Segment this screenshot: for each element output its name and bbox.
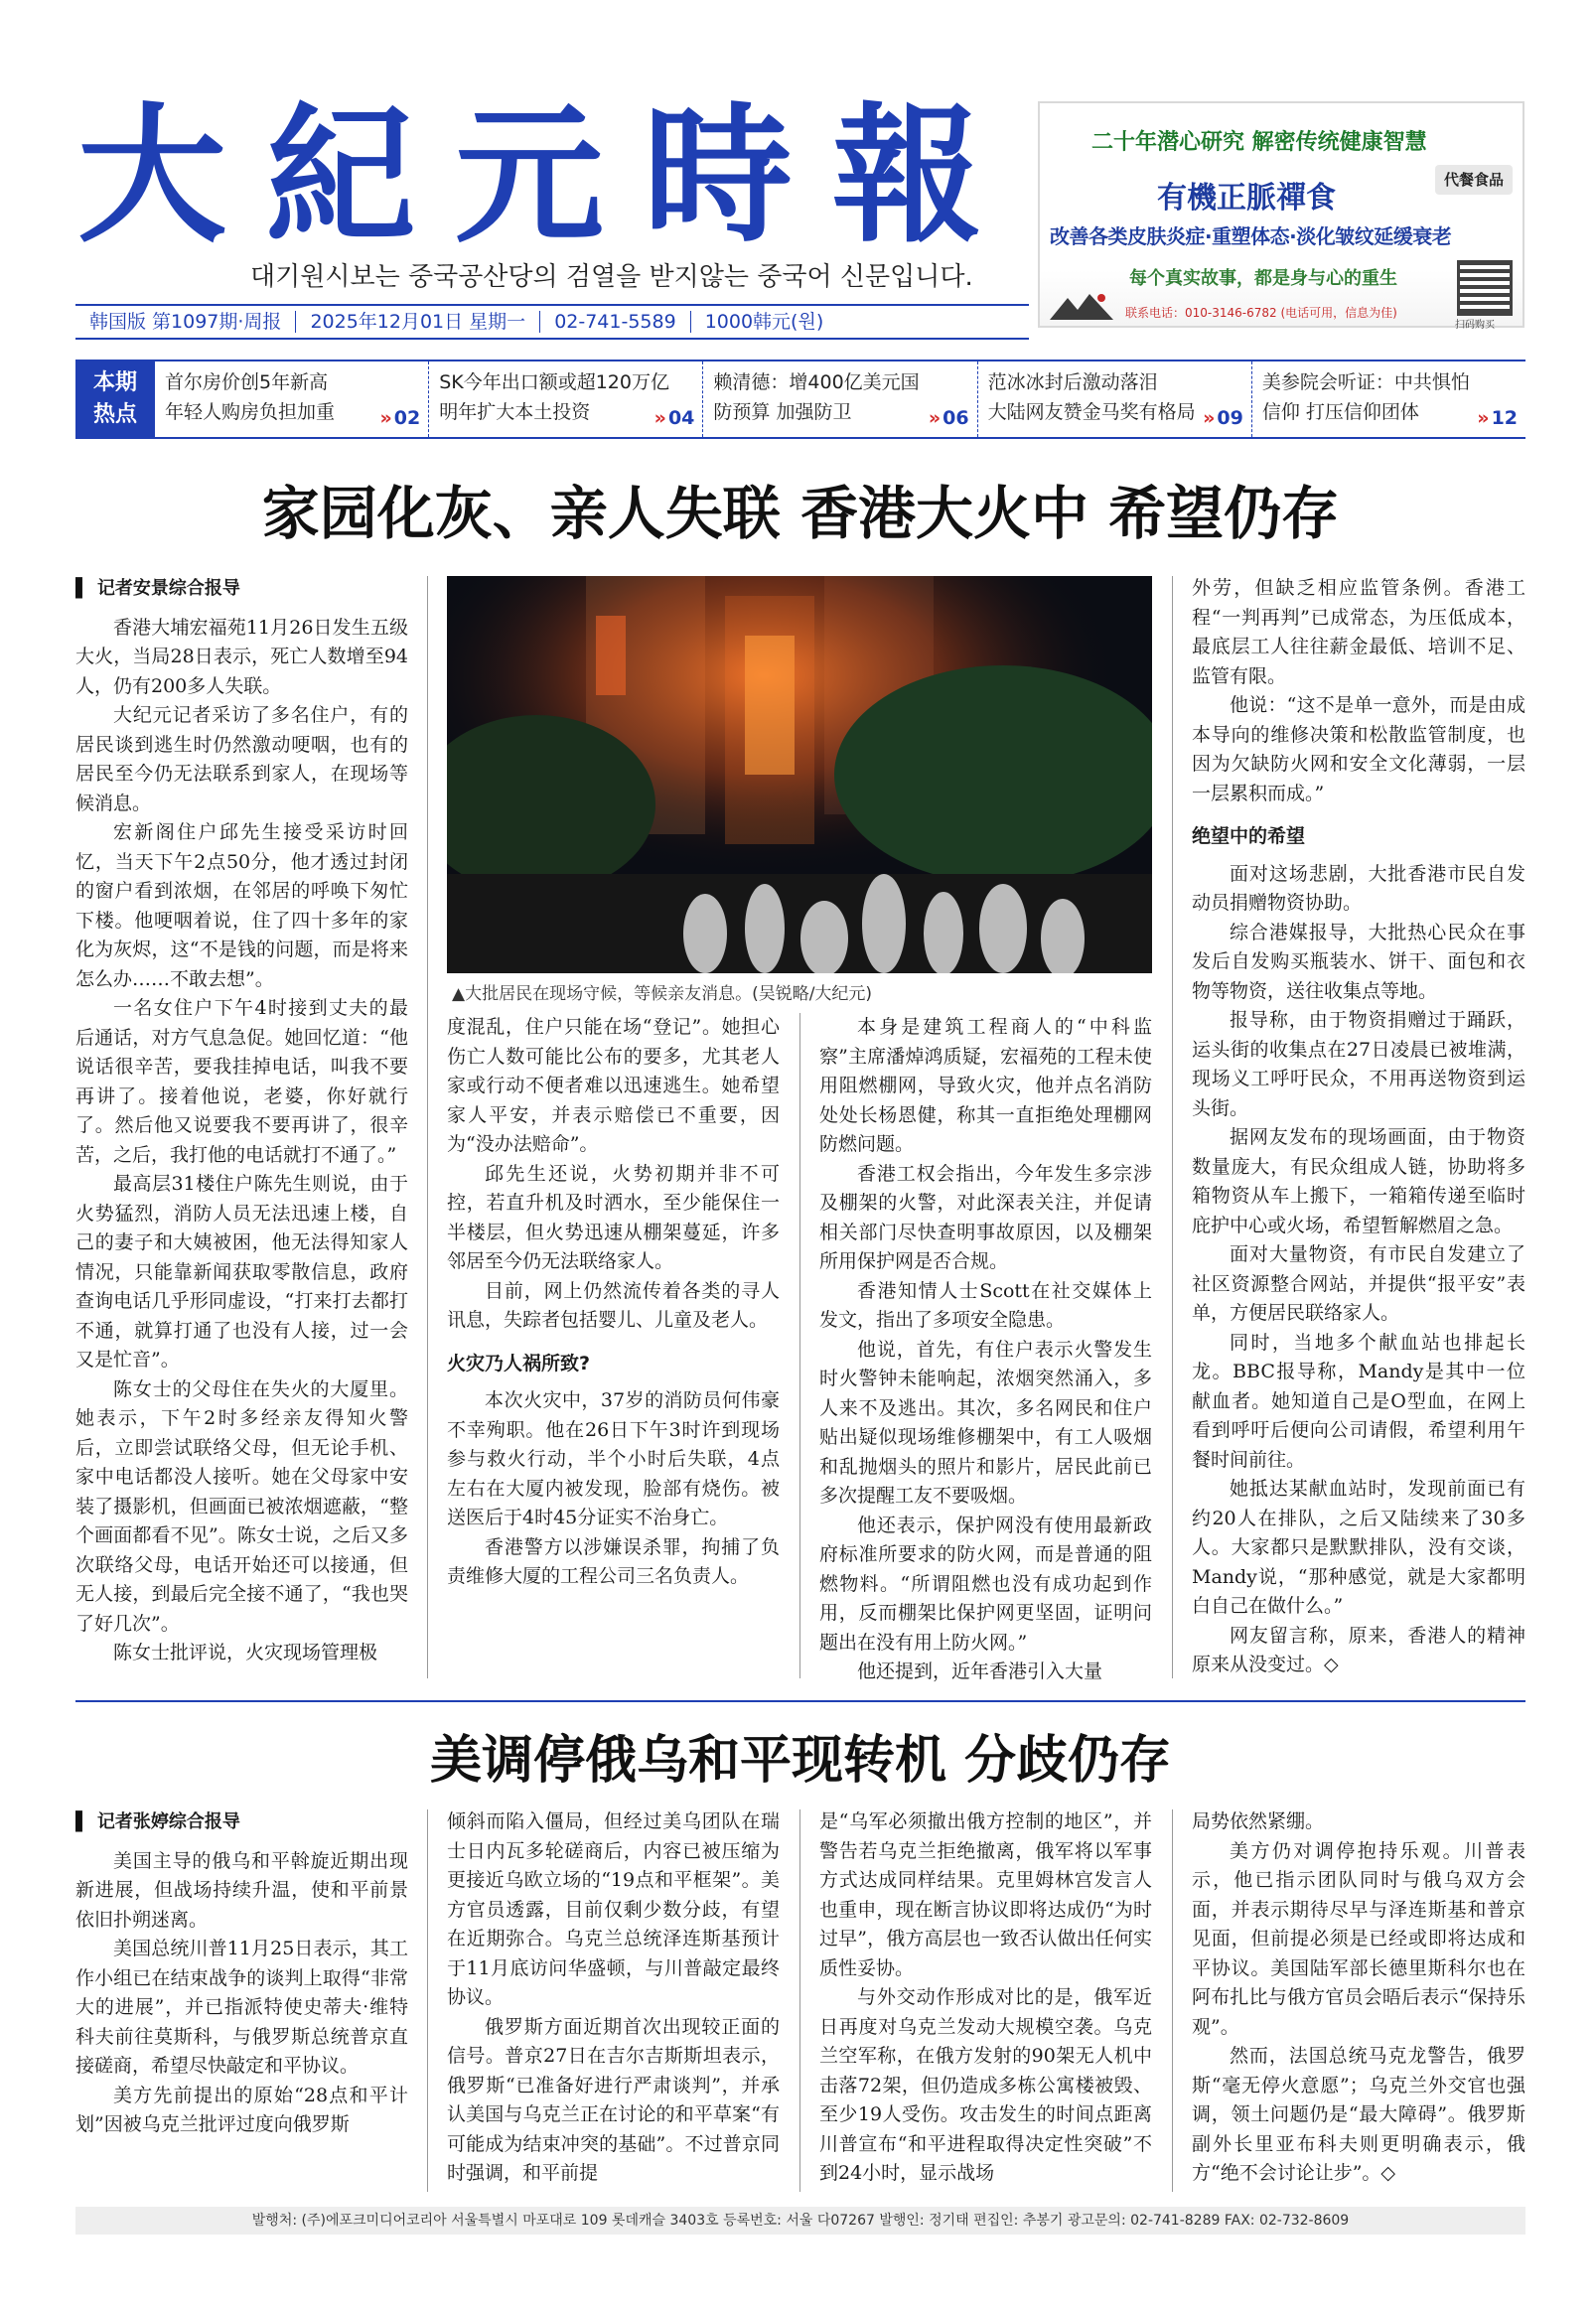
article1-col4	[1192, 574, 1525, 1686]
paragraph: 美国主导的俄乌和平斡旋近期出现新进展，但战场持续升温，使和平前景依旧扑朔迷离。	[75, 1849, 408, 1931]
highlight-line: 防预算 加强防卫	[713, 401, 852, 423]
ad-category-stamp: 代餐食品	[1435, 165, 1513, 195]
paragraph: 目前，网上仍然流传着各类的寻人讯息，失踪者包括婴儿、儿童及老人。	[447, 1279, 780, 1331]
paragraph: 本次火灾中，37岁的消防员何伟豪不幸殉职。他在26日下午3时许到现场参与救火行动，半个小时后失联，4点左右在大厦内被发现，脸部有烧伤。被送医后于4时45分证实不治身亡。	[447, 1389, 780, 1528]
paragraph: 网友留言称，原来，香港人的精神原来从没变过。◇	[1192, 1624, 1525, 1675]
paragraph: 大纪元记者采访了多名住户，有的居民谈到逃生时仍然激动哽咽，也有的居民至今仍无法联系到家人，在现场等候消息。	[75, 704, 408, 814]
issue-info-bar	[75, 304, 1029, 340]
column-divider	[1172, 1809, 1173, 2192]
qr-code-icon[interactable]	[1457, 260, 1513, 316]
highlight-line: 大陆网友赞金马奖有格局	[987, 401, 1196, 423]
article1-subhead: 绝望中的希望	[1192, 825, 1306, 847]
paragraph: 香港大埔宏福苑11月26日发生五级大火，当局28日表示，死亡人数增至94人，仍有200多人失联。	[75, 616, 408, 697]
mountain-icon	[1050, 290, 1113, 320]
highlight-item[interactable]	[429, 361, 703, 437]
paragraph: 最高层31楼住户陈先生则说，由于火势猛烈，消防人员无法迅速上楼，自己的妻子和大姨被困，他无法得知家人情况，只能靠新闻获取零散信息，政府查询电话几乎形同虚设，“打来打去都打不通，就算打通了也没有人接，过一会又是忙音”。	[75, 1173, 408, 1371]
paragraph: 他说，首先，有住户表示火警发生时火警钟未能响起，浓烟突然涌入，多人来不及逃出。其次，多名网民和住户贴出疑似现场维修棚架中，有工人吸烟和乱抛烟头的照片和影片，居民此前已多次提醒工友不要吸烟。	[819, 1338, 1152, 1507]
issue-phone: 02-741-5589	[540, 311, 691, 333]
paragraph: 香港工权会指出，今年发生多宗涉及棚架的火警，对此深表关注，并促请相关部门尽快查明事故原因，以及棚架所用保护网是否合规。	[819, 1162, 1152, 1272]
column-divider	[799, 1013, 800, 1678]
paragraph: 宏新阁住户邱先生接受采访时回忆，当天下午2点50分，他才透过封闭的窗户看到浓烟，在邻居的呼唤下匆忙下楼。他哽咽着说，住了四十多年的家化为灰烬，这“不是钱的问题，而是将来怎么办……不敢去想”。	[75, 821, 408, 990]
column-divider	[1172, 576, 1173, 1678]
issue-edition: 韩国版 第1097期·周报	[75, 311, 296, 333]
column-divider	[427, 1809, 428, 2192]
paragraph: 香港知情人士Scott在社交媒体上发文，指出了多项安全隐患。	[819, 1279, 1152, 1331]
highlight-page: » 09	[1203, 403, 1243, 433]
article2-byline: ▌ 记者张婷综合报导	[75, 1807, 408, 1837]
photo-caption: ▲大批居民在现场守候，等候亲友消息。(吴锐略/大纪元)	[452, 984, 873, 1004]
section-divider	[75, 1700, 1525, 1702]
highlight-item[interactable]	[1252, 361, 1525, 437]
paragraph: 本身是建筑工程商人的“中科监察”主席潘焯鸿质疑，宏福苑的工程未使用阻燃棚网，导致火灾，他并点名消防处处长杨恩健，称其一直拒绝处理棚网防燃问题。	[819, 1016, 1152, 1155]
article1-col3	[819, 1013, 1152, 1688]
highlight-item[interactable]	[703, 361, 977, 437]
paragraph: 陈女士的父母住在失火的大厦里。她表示，下午2时多经亲友得知火警后，立即尝试联络父母，但无论手机、家中电话都没人接听。她在父母家中安装了摄影机，但画面已被浓烟遮蔽，“整个画面都看不见”。陈女士说，之后又多次联络父母，电话开始还可以接通，但无人接，到最后完全接不通了，“我也哭了好几次”。	[75, 1377, 408, 1635]
ad-story-line: 每个真实故事，都是身与心的重生	[1129, 268, 1397, 289]
column-divider	[427, 576, 428, 1678]
issue-price: 1000韩元(원)	[704, 311, 824, 333]
paragraph: 陈女士批评说，火灾现场管理极	[113, 1642, 378, 1663]
paragraph: 美方先前提出的原始“28点和平计划”因被乌克兰批评过度向俄罗斯	[75, 2084, 408, 2135]
highlight-line: 美参院会听证：中共惧怕	[1261, 371, 1470, 393]
highlight-page: » 04	[654, 403, 695, 433]
highlight-page: » 06	[929, 403, 969, 433]
highlight-line: 年轻人购房负担加重	[165, 401, 336, 423]
paragraph: 综合港媒报导，大批热心民众在事发后自发购买瓶装水、饼干、面包和衣物等物资，送往收集点等地。	[1192, 921, 1525, 1002]
issue-date: 2025年12月01日 星期一	[296, 311, 540, 333]
paragraph: 他还表示，保护网没有使用最新政府标准所要求的防火网，而是普通的阻燃物料。“所谓阻燃也没有成功起到作用，反而棚架比保护网更坚固，证明问题出在没有用上防火网。”	[819, 1514, 1152, 1654]
highlights-label-bottom: 热点	[92, 402, 137, 427]
paragraph: 他还提到，近年香港引入大量	[857, 1661, 1103, 1682]
ad-slogan: 二十年潜心研究 解密传统健康智慧	[1091, 130, 1427, 155]
paragraph: 一名女住户下午4时接到丈夫的最后通话，对方气息急促。她回忆道：“他说话很辛苦，要我挂掉电话，叫我不要再讲了。接着他说，老婆，你好就行了。然后他又说要我不要再讲了，很辛苦，之后，我打他的电话就打不通了。”	[75, 997, 408, 1166]
highlight-line: 首尔房价创5年新高	[165, 371, 329, 393]
paragraph: 然而，法国总统马克龙警告，俄罗斯“毫无停火意愿”；乌克兰外交官也强调，领土问题仍是“最大障碍”。俄罗斯副外长里亚布科夫则更明确表示，俄方“绝不会讨论让步”。◇	[1192, 2045, 1525, 2184]
article1-subhead: 火灾乃人祸所致?	[447, 1352, 591, 1374]
paragraph: 香港警方以涉嫌误杀罪，拘捕了负责维修大厦的工程公司三名负责人。	[447, 1535, 780, 1587]
highlight-item[interactable]	[155, 361, 429, 437]
ad-contact: 联系电话：010-3146-6782 (电话可用，信息为佳)	[1125, 306, 1397, 320]
paragraph: 报导称，由于物资捐赠过于踊跃，运头街的收集点在27日凌晨已被堆满，现场义工呼吁民众，不用再送物资到运头街。	[1192, 1009, 1525, 1119]
fire-photo[interactable]	[447, 576, 1152, 973]
highlights-bar	[75, 360, 1525, 439]
article2-col4	[1192, 1807, 1525, 2195]
highlights-label	[75, 361, 155, 437]
article2-col2	[447, 1807, 780, 2195]
highlight-line: SK今年出口额或超120万亿	[439, 371, 669, 393]
paragraph: 他说：“这不是单一意外，而是由成本导向的维修决策和松散监管制度，也因为欠缺防火网和安全文化薄弱，一层一层累积而成。”	[1192, 694, 1525, 804]
paragraph: 美国总统川普11月25日表示，其工作小组已在结束战争的谈判上取得“非常大的进展”，并已指派特使史蒂夫·维特科夫前往莫斯科，与俄罗斯总统普京直接磋商，希望尽快敲定和平协议。	[75, 1938, 408, 2077]
qr-label: 扫码购买	[1455, 320, 1495, 331]
publisher-footer: 발행처: (주)에포크미디어코리아 서울특별시 마포대로 109 롯데캐슬 3403호 등록번호: 서울 다07267 발행인: 정기태 편집인: 추봉기 광고문의: 02-741-8289 FAX: 02-732-8609	[75, 2207, 1525, 2235]
highlight-line: 赖清德：增400亿美元国	[713, 371, 920, 393]
article1-col1	[75, 574, 408, 1686]
paragraph: 同时，当地多个献血站也排起长龙。BBC报导称，Mandy是其中一位献血者。她知道自己是O型血，在网上看到呼吁后便向公司请假，希望利用午餐时间前往。	[1192, 1331, 1525, 1471]
masthead-tagline: 대기원시보는 중국공산당의 검열을 받지않는 중국어 신문입니다.	[250, 262, 973, 292]
article1-headline[interactable]: 家园化灰、亲人失联 香港大火中 希望仍存	[261, 480, 1340, 547]
ad-benefits: 改善各类皮肤炎症·重塑体态·淡化皱纹延缓衰老	[1050, 224, 1452, 248]
paragraph: 与外交动作形成对比的是，俄军近日再度对乌克兰发动大规模空袭。乌克兰空军称，在俄方发射的90架无人机中击落72架，但仍造成多栋公寓楼被毁、至少19人受伤。攻击发生的时间点距离川普宣布“和平进程取得决定性突破”不到24小时，显示战场	[819, 1986, 1152, 2184]
masthead-title: 大紀元時報	[77, 88, 1022, 263]
paragraph: 俄罗斯方面近期首次出现较正面的信号。普京27日在吉尔吉斯斯坦表示，俄罗斯“已准备好进行严肃谈判”，并承认美国与乌克兰正在讨论的和平草案“有可能成为结束冲突的基础”。不过普京同时强调，和平前提	[447, 2015, 780, 2184]
paragraph: 局势依然紧绷。	[1192, 1810, 1325, 1832]
highlight-line: 范冰冰封后激动落泪	[987, 371, 1158, 393]
paragraph: 据网友发布的现场画面，由于物资数量庞大，有民众组成人链，协助将多箱物资从车上搬下，一箱箱传递至临时庇护中心或火场，希望暂解燃眉之急。	[1192, 1126, 1525, 1236]
ad-brand: 有機正脈禪食	[1157, 181, 1336, 216]
highlight-line: 信仰 打压信仰团体	[1261, 401, 1419, 423]
column-divider	[799, 1809, 800, 2192]
paragraph: 邱先生还说，火势初期并非不可控，若直升机及时洒水，至少能保住一半楼层，但火势迅速从棚架蔓延，许多邻居至今仍无法联络家人。	[447, 1162, 780, 1272]
paragraph: 外劳，但缺乏相应监管条例。香港工程“一判再判”已成常态，为压低成本，最底层工人往往薪金最低、培训不足、监管有限。	[1192, 577, 1525, 687]
paragraph: 是“乌军必须撤出俄方控制的地区”，并警告若乌克兰拒绝撤离，俄军将以军事方式达成同样结果。克里姆林宫发言人也重申，现在断言协议即将达成仍“为时过早”，俄方高层也一致否认做出任何实质性妥协。	[819, 1810, 1152, 1979]
paragraph: 倾斜而陷入僵局，但经过美乌团队在瑞士日内瓦多轮磋商后，内容已被压缩为更接近乌欧立场的“19点和平框架”。美方官员透露，目前仅剩少数分歧，有望在近期弥合。乌克兰总统泽连斯基预计于11月底访问华盛顿，与川普敲定最终协议。	[447, 1810, 780, 2008]
highlights-label-top: 本期	[92, 370, 137, 395]
article2-headline[interactable]: 美调停俄乌和平现转机 分歧仍存	[429, 1730, 1172, 1791]
article1-col2	[447, 1013, 780, 1688]
advertisement[interactable]	[1038, 101, 1524, 331]
highlight-line: 明年扩大本土投资	[439, 401, 591, 423]
paragraph: 面对这场悲剧，大批香港市民自发动员捐赠物资协助。	[1192, 862, 1525, 914]
paragraph: 面对大量物资，有市民自发建立了社区资源整合网站，并提供“报平安”表单，方便居民联络家人。	[1192, 1243, 1525, 1324]
photo-illustration	[447, 576, 1152, 973]
paragraph: 她抵达某献血站时，发现前面已有约20人在排队，之后又陆续来了30多人。大家都只是默默排队，没有交谈，Mandy说，“那种感觉，就是大家都明白自己在做什么。”	[1192, 1478, 1525, 1617]
highlight-page: » 12	[1477, 403, 1518, 433]
article2-col3	[819, 1807, 1152, 2195]
highlight-page: » 02	[379, 403, 420, 433]
paragraph: 美方仍对调停抱持乐观。川普表示，他已指示团队同时与俄乌双方会面，并表示期待尽早与泽连斯基和普京见面，但前提必须是已经或即将达成和平协议。美国陆军部长德里斯科尔也在阿布扎比与俄方官员会晤后表示“保持乐观”。	[1192, 1839, 1525, 2038]
paragraph: 度混乱，住户只能在场“登记”。她担心伤亡人数可能比公布的要多，尤其老人家或行动不便者难以迅速逃生。她希望家人平安，并表示赔偿已不重要，因为“没办法赔命”。	[447, 1016, 780, 1155]
article2-col1	[75, 1807, 408, 2195]
article1-byline: ▌ 记者安景综合报导	[75, 574, 408, 604]
highlight-item[interactable]	[978, 361, 1252, 437]
